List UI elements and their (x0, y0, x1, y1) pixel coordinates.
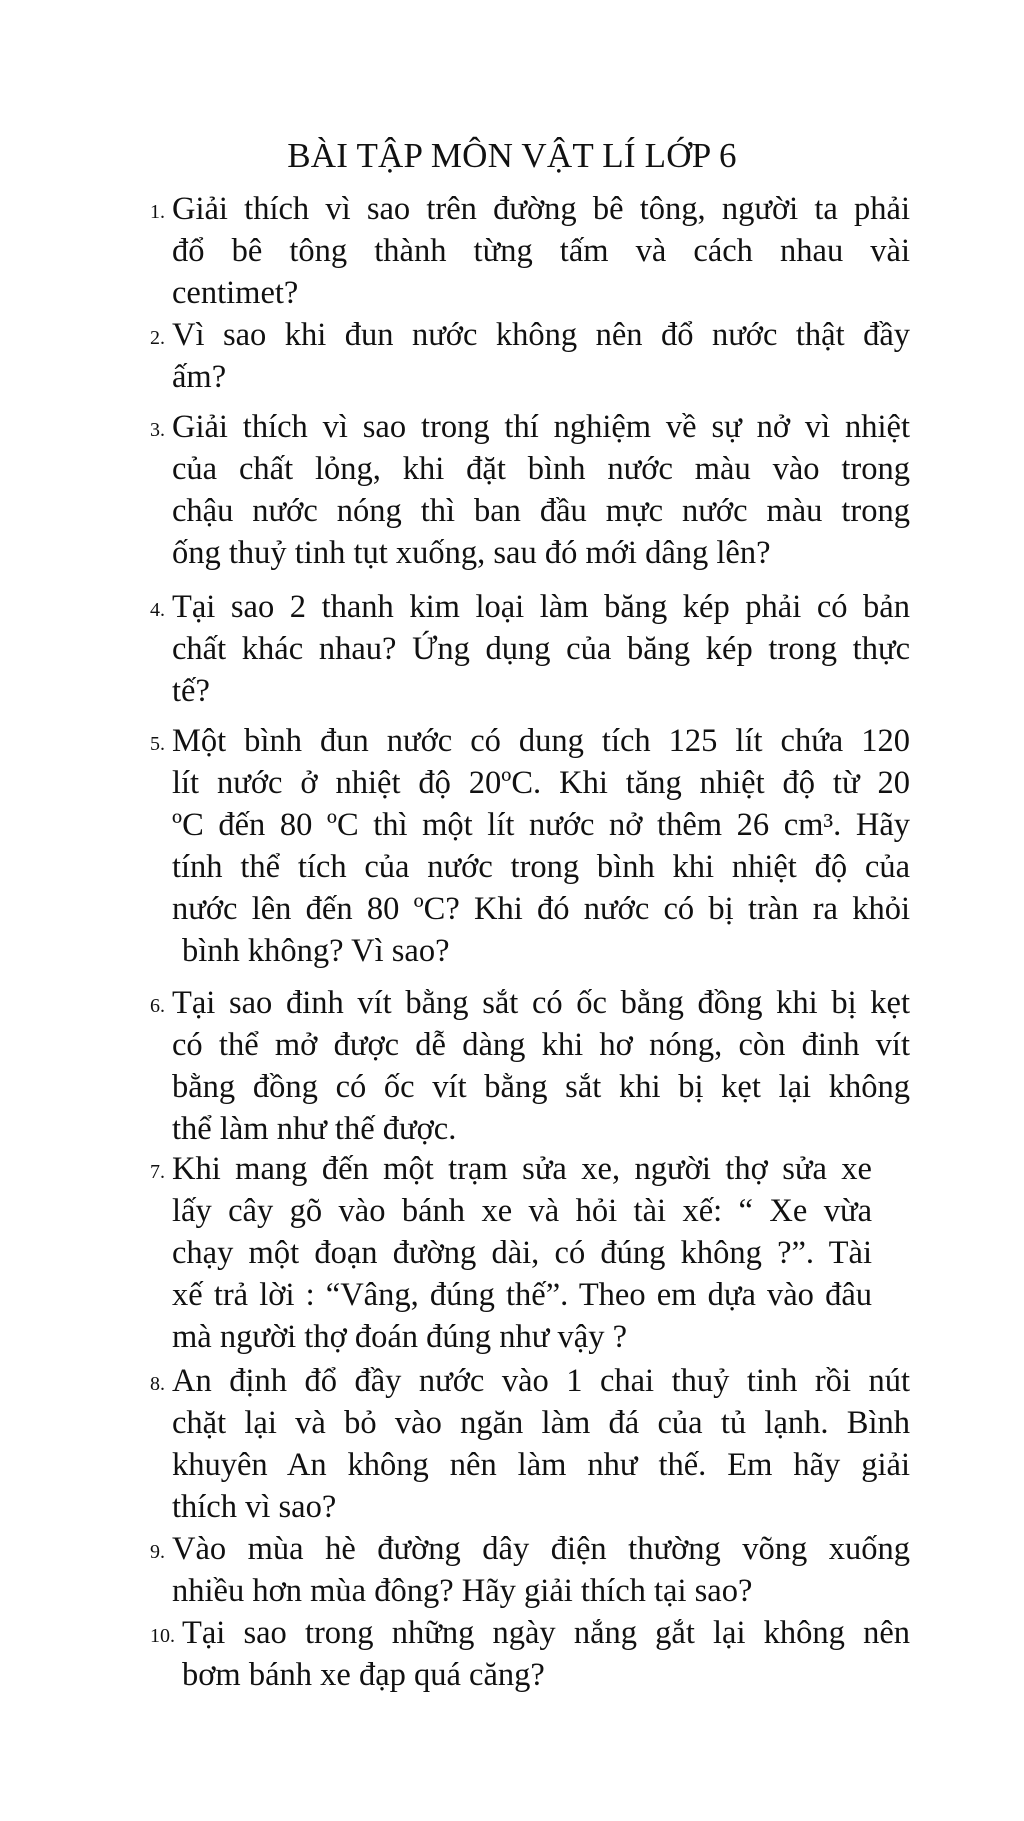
question-line: bằng đồng có ốc vít bằng sắt khi bị kẹt lại không (172, 1069, 910, 1105)
question-line: ống thuỷ tinh tụt xuống, sau đó mới dâng lên? (172, 535, 771, 571)
question-text (172, 314, 910, 398)
question-text (172, 1528, 910, 1612)
question-line: Vì sao khi đun nước không nên đổ nước thật đầy (172, 317, 910, 353)
question-number: 2. (150, 327, 165, 349)
question-number: 8. (150, 1373, 165, 1395)
question-line: lấy cây gõ vào bánh xe và hỏi tài xế: “ Xe vừa (172, 1193, 872, 1229)
question-line: chậu nước nóng thì ban đầu mực nước màu trong (172, 493, 910, 529)
question-line: Tại sao trong những ngày nắng gắt lại không nên (182, 1615, 910, 1651)
question-line: xế trả lời : “Vâng, đúng thế”. Theo em dựa vào đâu (172, 1277, 872, 1313)
question-line: tế? (172, 673, 210, 709)
question-text (172, 1148, 872, 1358)
question-line: Giải thích vì sao trong thí nghiệm về sự nở vì nhiệt (172, 409, 910, 445)
question-line: khuyên An không nên làm như thế. Em hãy giải (172, 1447, 910, 1483)
question-number: 7. (150, 1161, 165, 1183)
question-text (172, 586, 910, 712)
question-line: nhiều hơn mùa đông? Hãy giải thích tại sao? (172, 1573, 753, 1609)
question-number: 5. (150, 733, 165, 755)
page-title: BÀI TẬP MÔN VẬT LÍ LỚP 6 (287, 136, 737, 175)
question-line: bơm bánh xe đạp quá căng? (182, 1657, 545, 1693)
question-line: An định đổ đầy nước vào 1 chai thuỷ tinh rồi nút (172, 1363, 910, 1399)
question-line: Vào mùa hè đường dây điện thường võng xuống (172, 1531, 910, 1567)
question-text (172, 406, 910, 574)
question-line: chạy một đoạn đường dài, có đúng không ?”. Tài (172, 1235, 872, 1271)
question-line: chặt lại và bỏ vào ngăn làm đá của tủ lạnh. Bình (172, 1405, 910, 1441)
question-line: centimet? (172, 275, 299, 311)
question-line: đổ bê tông thành từng tấm và cách nhau vài (172, 233, 910, 269)
question-number: 6. (150, 995, 165, 1017)
question-line: thích vì sao? (172, 1489, 337, 1525)
question-number: 4. (150, 599, 165, 621)
question-line: Giải thích vì sao trên đường bê tông, người ta phải (172, 191, 910, 227)
question-text (172, 188, 910, 314)
question-line: nước lên đến 80 ºC? Khi đó nước có bị tràn ra khỏi (172, 891, 910, 927)
question-line: mà người thợ đoán đúng như vậy ? (172, 1319, 628, 1355)
question-line: ºC đến 80 ºC thì một lít nước nở thêm 26 cm³. Hãy (172, 807, 910, 843)
question-text (172, 1360, 910, 1528)
question-text (182, 1612, 910, 1696)
question-line: Một bình đun nước có dung tích 125 lít chứa 120 (172, 723, 910, 759)
question-line: thể làm như thế được. (172, 1111, 457, 1147)
question-line: Tại sao 2 thanh kim loại làm băng kép phải có bản (172, 589, 910, 625)
question-line: có thể mở được dễ dàng khi hơ nóng, còn đinh vít (172, 1027, 910, 1063)
question-line: lít nước ở nhiệt độ 20ºC. Khi tăng nhiệt độ từ 20 (172, 765, 910, 801)
question-number: 9. (150, 1541, 165, 1563)
question-line: ấm? (172, 359, 227, 395)
question-line: chất khác nhau? Ứng dụng của băng kép trong thực (172, 631, 910, 667)
question-line: Tại sao đinh vít bằng sắt có ốc bằng đồng khi bị kẹt (172, 985, 910, 1021)
question-line: bình không? Vì sao? (182, 933, 450, 969)
question-number: 10. (150, 1625, 175, 1647)
question-line: của chất lỏng, khi đặt bình nước màu vào trong (172, 451, 910, 487)
question-number: 1. (150, 201, 165, 223)
question-text (172, 720, 910, 972)
question-number: 3. (150, 419, 165, 441)
question-line: tính thể tích của nước trong bình khi nhiệt độ của (172, 849, 910, 885)
question-text (172, 982, 910, 1150)
question-line: Khi mang đến một trạm sửa xe, người thợ sửa xe (172, 1151, 872, 1187)
